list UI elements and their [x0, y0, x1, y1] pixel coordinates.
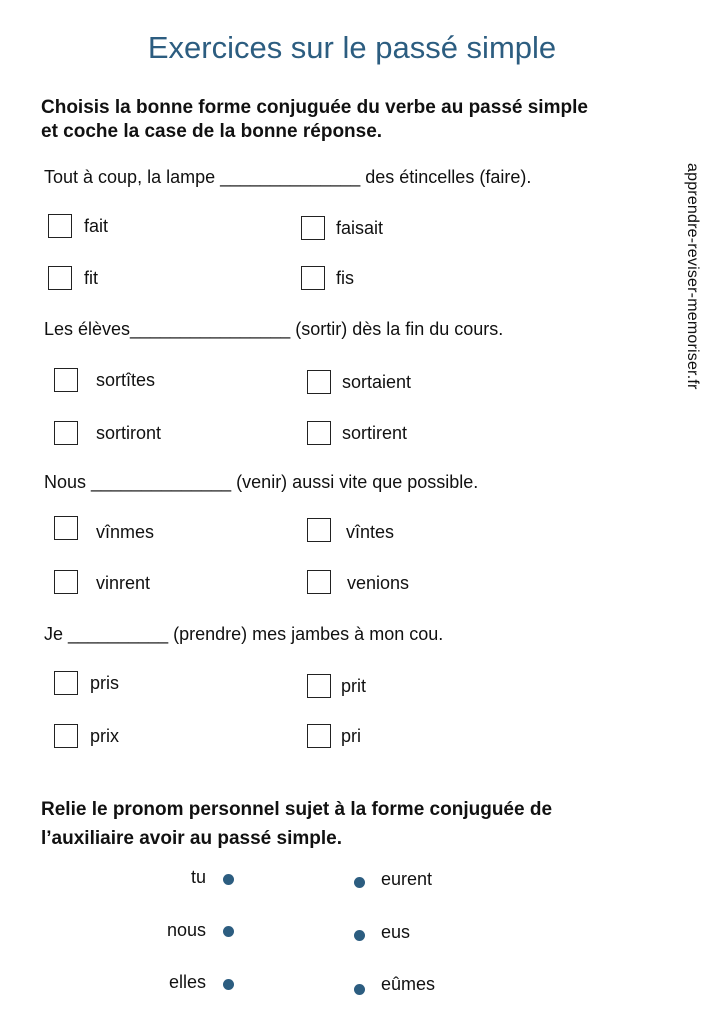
option-label: faisait — [336, 218, 384, 238]
option-label: vinrent — [96, 573, 151, 593]
pronoun-tu: tu — [190, 867, 206, 887]
match-dot[interactable] — [223, 926, 234, 937]
checkbox[interactable] — [301, 266, 325, 290]
instruction-2 — [41, 798, 681, 851]
match-dot[interactable] — [354, 930, 365, 941]
match-dot[interactable] — [354, 877, 365, 888]
option-label: venions — [347, 573, 410, 593]
checkbox[interactable] — [307, 570, 331, 594]
option-label: sortiront — [96, 423, 162, 443]
option-label: vînmes — [96, 522, 155, 542]
checkbox[interactable] — [48, 214, 72, 238]
checkbox[interactable] — [54, 516, 78, 540]
checkbox[interactable] — [54, 421, 78, 445]
option-label: prit — [341, 676, 367, 696]
website-text: apprendre-reviser-memoriser.fr — [684, 163, 701, 390]
option-label: sortaient — [342, 372, 412, 392]
option-label: vîntes — [346, 522, 395, 542]
option-label: sortirent — [342, 423, 408, 443]
question-3: Nous ______________ (venir) aussi vite que possible. — [44, 472, 479, 492]
question-4: Je __________ (prendre) mes jambes à mon cou. — [44, 624, 444, 644]
checkbox[interactable] — [48, 266, 72, 290]
match-dot[interactable] — [223, 979, 234, 990]
option-label: pris — [90, 673, 120, 693]
question-1: Tout à coup, la lampe ______________ des étincelles (faire). — [44, 167, 532, 187]
checkbox[interactable] — [307, 674, 331, 698]
instruction-1-line-1: Choisis la bonne forme conjuguée du verbe au passé simple — [41, 97, 588, 118]
option-label: fait — [84, 216, 109, 236]
option-label: fit — [84, 268, 99, 288]
auxiliary-eumes: eûmes — [381, 974, 436, 994]
checkbox[interactable] — [307, 370, 331, 394]
pronoun-nous: nous — [166, 920, 206, 940]
instruction-1-line-2: et coche la case de la bonne réponse. — [41, 121, 383, 142]
auxiliary-eurent: eurent — [381, 869, 433, 889]
auxiliary-eus: eus — [381, 922, 411, 942]
match-dot[interactable] — [223, 874, 234, 885]
instruction-2-line-1: Relie le pronom personnel sujet à la forme conjuguée de — [41, 799, 553, 820]
pronoun-elles: elles — [168, 972, 206, 992]
instruction-2-line-2: l’auxiliaire avoir au passé simple. — [41, 828, 342, 849]
checkbox[interactable] — [301, 216, 325, 240]
option-label: fis — [336, 268, 354, 288]
match-dot[interactable] — [354, 984, 365, 995]
option-label: pri — [341, 726, 362, 746]
question-2: Les élèves________________ (sortir) dès la fin du cours. — [44, 319, 504, 339]
instruction-1 — [41, 96, 681, 144]
checkbox[interactable] — [307, 421, 331, 445]
checkbox[interactable] — [307, 518, 331, 542]
page-title: Exercices sur le passé simple — [147, 30, 557, 65]
checkbox[interactable] — [54, 570, 78, 594]
checkbox[interactable] — [307, 724, 331, 748]
checkbox[interactable] — [54, 724, 78, 748]
checkbox[interactable] — [54, 368, 78, 392]
checkbox[interactable] — [54, 671, 78, 695]
option-label: prix — [90, 726, 120, 746]
option-label: sortîtes — [96, 370, 156, 390]
